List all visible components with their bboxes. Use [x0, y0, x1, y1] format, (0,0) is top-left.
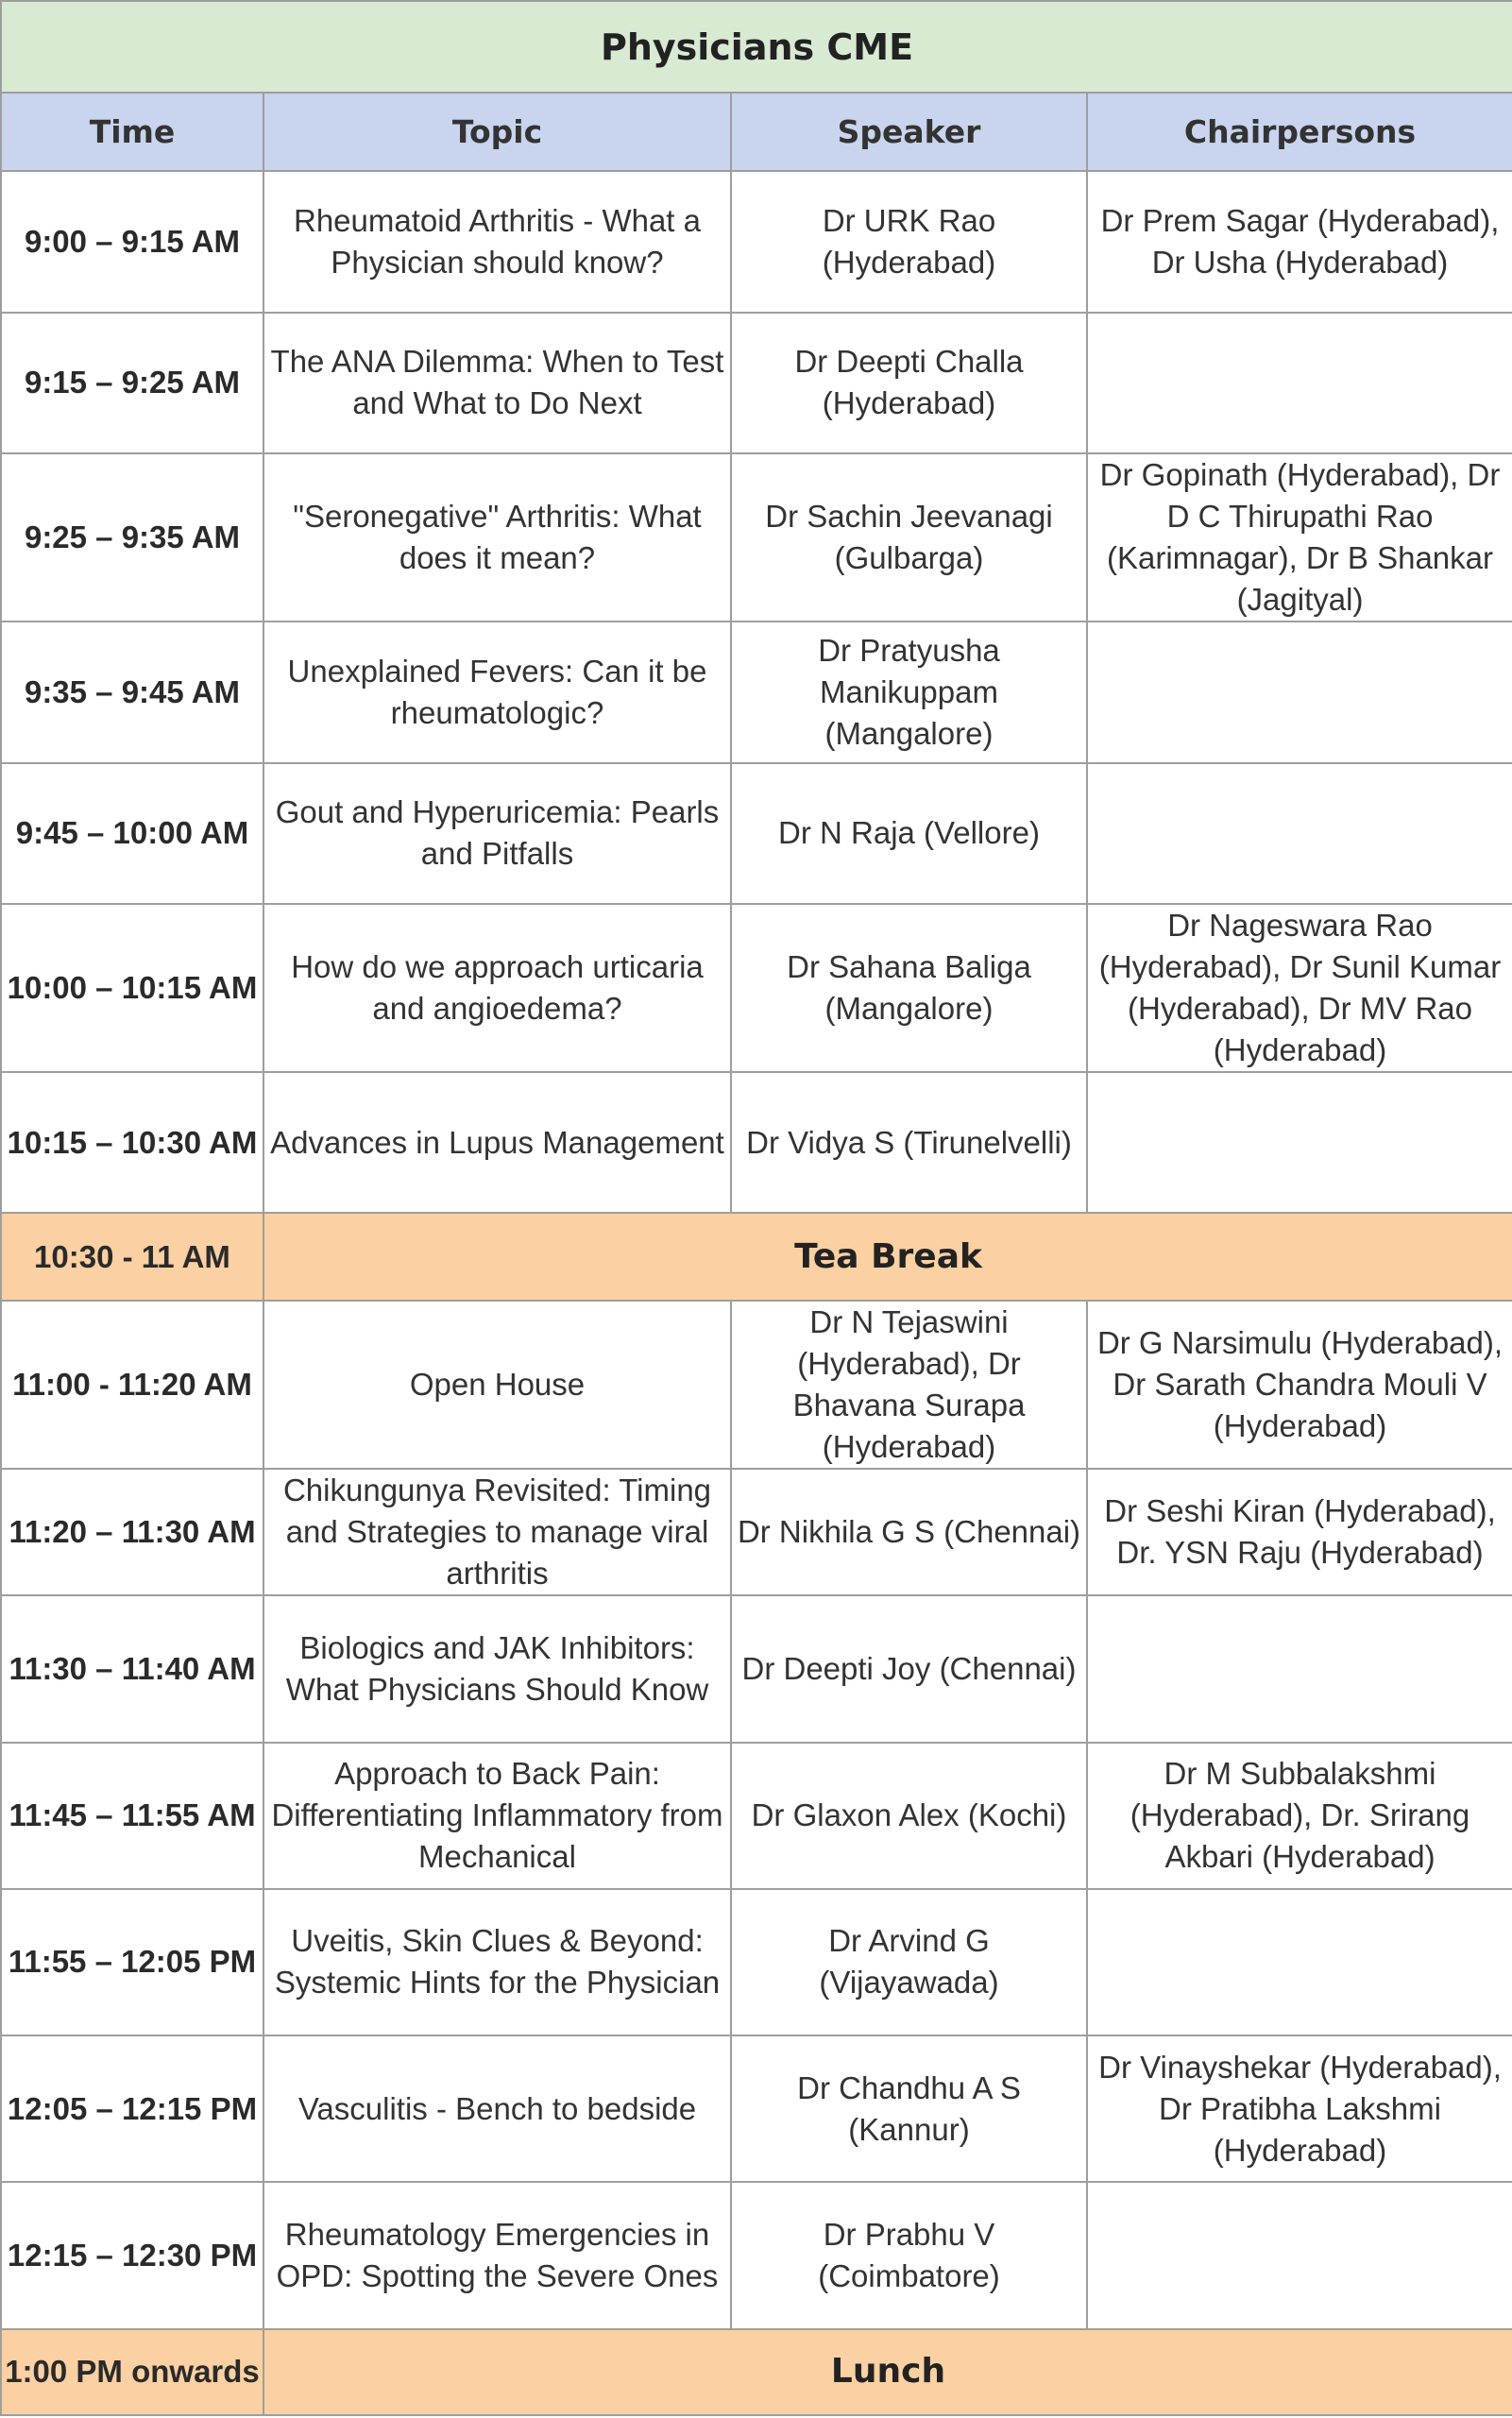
- table-row: [1, 1301, 1512, 1469]
- speaker-cell: Dr N Tejaswini (Hyderabad), Dr Bhavana Surapa (Hyderabad): [731, 1301, 1087, 1469]
- topic-cell: Biologics and JAK Inhibitors: What Physicians Should Know: [263, 1595, 731, 1742]
- topic-cell: Approach to Back Pain: Differentiating Inflammatory from Mechanical: [263, 1743, 731, 1889]
- table-row: [1, 1743, 1512, 1889]
- chairpersons-cell: [1087, 2182, 1512, 2328]
- table-row: [1, 904, 1512, 1072]
- time-cell: 9:15 – 9:25 AM: [1, 313, 263, 453]
- header-row: [1, 93, 1512, 171]
- speaker-cell: Dr N Raja (Vellore): [731, 763, 1087, 904]
- table-row: [1, 453, 1512, 622]
- speaker-cell: Dr Chandhu A S (Kannur): [731, 2035, 1087, 2182]
- topic-cell: The ANA Dilemma: When to Test and What to Do Next: [263, 313, 731, 453]
- tea-break-label: Tea Break: [263, 1213, 1512, 1300]
- speaker-cell: Dr Sachin Jeevanagi (Gulbarga): [731, 453, 1087, 622]
- topic-cell: "Seronegative" Arthritis: What does it mean?: [263, 453, 731, 622]
- topic-cell: Gout and Hyperuricemia: Pearls and Pitfalls: [263, 763, 731, 904]
- speaker-cell: Dr Deepti Challa (Hyderabad): [731, 313, 1087, 453]
- speaker-cell: Dr Vidya S (Tirunelvelli): [731, 1072, 1087, 1213]
- topic-cell: Rheumatology Emergencies in OPD: Spotting the Severe Ones: [263, 2182, 731, 2328]
- speaker-cell: Dr URK Rao (Hyderabad): [731, 171, 1087, 312]
- chairpersons-cell: [1087, 1889, 1512, 2035]
- lunch-row: [1, 2329, 1512, 2415]
- chairpersons-cell: Dr Nageswara Rao (Hyderabad), Dr Sunil Kumar (Hyderabad), Dr MV Rao (Hyderabad): [1087, 904, 1512, 1072]
- table-row: [1, 313, 1512, 453]
- chairpersons-cell: Dr G Narsimulu (Hyderabad), Dr Sarath Chandra Mouli V (Hyderabad): [1087, 1301, 1512, 1469]
- speaker-cell: Dr Nikhila G S (Chennai): [731, 1469, 1087, 1595]
- lunch-label: Lunch: [263, 2329, 1512, 2415]
- table-row: [1, 1072, 1512, 1213]
- time-cell: 12:15 – 12:30 PM: [1, 2182, 263, 2328]
- time-cell: 11:45 – 11:55 AM: [1, 1743, 263, 1889]
- time-cell: 12:05 – 12:15 PM: [1, 2035, 263, 2182]
- time-cell: 11:30 – 11:40 AM: [1, 1595, 263, 1742]
- topic-cell: Advances in Lupus Management: [263, 1072, 731, 1213]
- chairpersons-cell: Dr M Subbalakshmi (Hyderabad), Dr. Srirang Akbari (Hyderabad): [1087, 1743, 1512, 1889]
- page-title: Physicians CME: [1, 1, 1512, 93]
- column-header-topic: Topic: [263, 93, 731, 171]
- table-row: [1, 2035, 1512, 2182]
- chairpersons-cell: [1087, 1595, 1512, 1742]
- chairpersons-cell: Dr Prem Sagar (Hyderabad), Dr Usha (Hyderabad): [1087, 171, 1512, 312]
- speaker-cell: Dr Glaxon Alex (Kochi): [731, 1743, 1087, 1889]
- table-row: [1, 622, 1512, 762]
- table-row: [1, 2182, 1512, 2328]
- speaker-cell: Dr Deepti Joy (Chennai): [731, 1595, 1087, 1742]
- time-cell: 10:00 – 10:15 AM: [1, 904, 263, 1072]
- lunch-time: 1:00 PM onwards: [1, 2329, 263, 2415]
- time-cell: 10:15 – 10:30 AM: [1, 1072, 263, 1213]
- speaker-cell: Dr Arvind G (Vijayawada): [731, 1889, 1087, 2035]
- chairpersons-cell: [1087, 763, 1512, 904]
- chairpersons-cell: [1087, 313, 1512, 453]
- time-cell: 11:55 – 12:05 PM: [1, 1889, 263, 2035]
- time-cell: 11:00 - 11:20 AM: [1, 1301, 263, 1469]
- column-header-time: Time: [1, 93, 263, 171]
- time-cell: 9:45 – 10:00 AM: [1, 763, 263, 904]
- topic-cell: Unexplained Fevers: Can it be rheumatologic?: [263, 622, 731, 762]
- topic-cell: Uveitis, Skin Clues & Beyond: Systemic Hints for the Physician: [263, 1889, 731, 2035]
- speaker-cell: Dr Pratyusha Manikuppam (Mangalore): [731, 622, 1087, 762]
- topic-cell: Chikungunya Revisited: Timing and Strategies to manage viral arthritis: [263, 1469, 731, 1595]
- table-row: [1, 1469, 1512, 1595]
- speaker-cell: Dr Prabhu V (Coimbatore): [731, 2182, 1087, 2328]
- tea-break-time: 10:30 - 11 AM: [1, 1213, 263, 1300]
- table-row: [1, 1595, 1512, 1742]
- chairpersons-cell: [1087, 1072, 1512, 1213]
- speaker-cell: Dr Sahana Baliga (Mangalore): [731, 904, 1087, 1072]
- time-cell: 9:00 – 9:15 AM: [1, 171, 263, 312]
- table-row: [1, 171, 1512, 312]
- topic-cell: How do we approach urticaria and angioedema?: [263, 904, 731, 1072]
- title-row: [1, 1, 1512, 93]
- column-header-chairpersons: Chairpersons: [1087, 93, 1512, 171]
- time-cell: 11:20 – 11:30 AM: [1, 1469, 263, 1595]
- chairpersons-cell: Dr Gopinath (Hyderabad), Dr D C Thirupathi Rao (Karimnagar), Dr B Shankar (Jagityal): [1087, 453, 1512, 622]
- chairpersons-cell: Dr Seshi Kiran (Hyderabad), Dr. YSN Raju (Hyderabad): [1087, 1469, 1512, 1595]
- topic-cell: Open House: [263, 1301, 731, 1469]
- chairpersons-cell: Dr Vinayshekar (Hyderabad), Dr Pratibha Lakshmi (Hyderabad): [1087, 2035, 1512, 2182]
- topic-cell: Rheumatoid Arthritis - What a Physician should know?: [263, 171, 731, 312]
- time-cell: 9:35 – 9:45 AM: [1, 622, 263, 762]
- chairpersons-cell: [1087, 622, 1512, 762]
- time-cell: 9:25 – 9:35 AM: [1, 453, 263, 622]
- tea-break-row: [1, 1213, 1512, 1300]
- column-header-speaker: Speaker: [731, 93, 1087, 171]
- table-row: [1, 763, 1512, 904]
- topic-cell: Vasculitis - Bench to bedside: [263, 2035, 731, 2182]
- table-row: [1, 1889, 1512, 2035]
